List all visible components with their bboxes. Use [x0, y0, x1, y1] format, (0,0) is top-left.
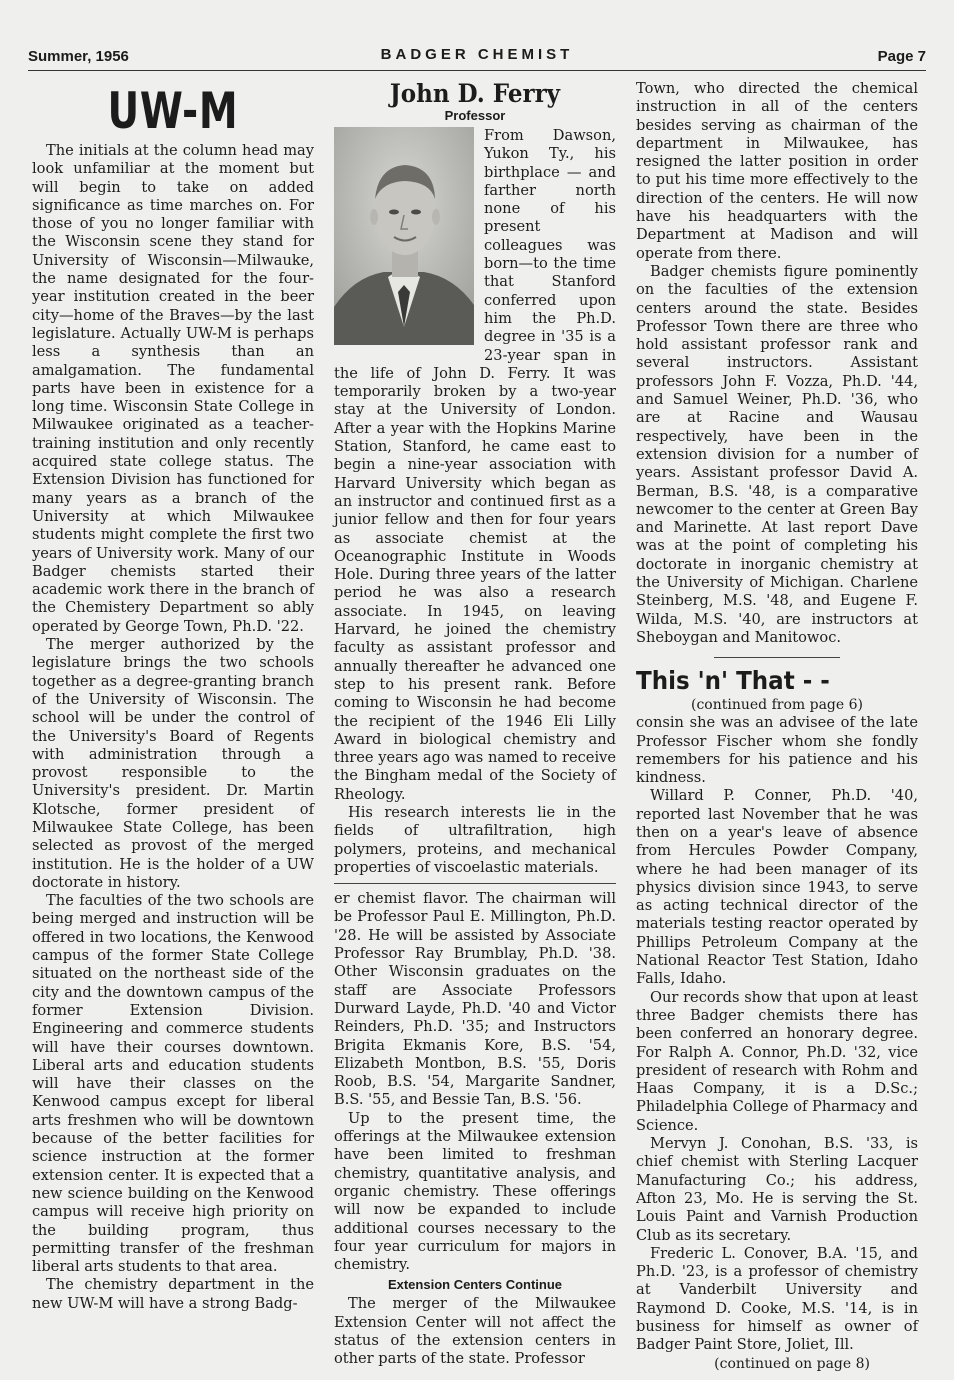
uwm-headline: UW-M: [107, 82, 239, 140]
column-ferry: [334, 80, 616, 1369]
article-divider: [334, 883, 616, 884]
running-header: [28, 44, 926, 68]
uwm-paragraph-3: The faculties of the two schools are being merged and instruction will be offered in two locations, the Kenwood campus of the former State College situated on the northeast side of the city and the downtown campus of the former Extension Division. Engineering and commerce students will have their courses downtown. Liberal arts and education students will have their classes on the Kenwood campus except for liberal arts freshmen who will be downtown because of the better facilities for science instruction at the former extension center. It is expected that a new science building on the Kenwood campus will receive high priority on the building program, thus permitting transfer of the freshman liberal arts students to that area.: [32, 892, 314, 1276]
uwm-cont-paragraph-3: The merger of the Milwaukee Extension Center will not affect the status of the extension centers in other parts of the state. Professor: [334, 1295, 616, 1368]
continued-on-note: (continued on page 8): [714, 1355, 870, 1372]
section-divider: [714, 657, 840, 658]
col3-paragraph-1: Town, who directed the chemical instruction in all of the centers besides serving as chairman of the department in Milwaukee, has resigned the latter position in order to put his time more effectively to the direction of the centers. He will now have his headquarters with the Department at Madison and will operate from there.: [636, 80, 918, 262]
ferry-subtitle: Professor: [444, 108, 506, 123]
tnt-paragraph-4: Mervyn J. Conohan, B.S. '33, is chief chemist with Sterling Lacquer Manufacturing Co.; his address, Afton 23, Mo. He is serving the St. Louis Paint and Varnish Production Club as its secretary.: [636, 1135, 918, 1244]
uwm-paragraph-1: The initials at the column head may look unfamiliar at the moment but will begin to take on added significance as time marches on. For those of you no longer familiar with the Wisconsin scene they stand for University of Wisconsin—Milwauke, the name designated for the four-year institution created in the beer city—home of the Braves—by the last legislature. Actually UW-M is perhaps less a synthesis than an amalgamation. The fundamental parts have been in existence for a long time. Wisconsin State College in Milwaukee originated as a teacher-training institution and only recently acquired state college status. The Extension Division has functioned for many years as a branch of the University at which Milwaukee students might complete the first two years of University work. Many of our Badger chemists started their academic work there in the branch of the Chemistery Department so ably operated by George Town, Ph.D. '22.: [32, 142, 314, 635]
header-rule: [28, 70, 926, 71]
uwm-paragraph-4: The chemistry department in the new UW-M will have a strong Badg-: [32, 1276, 314, 1312]
tnt-paragraph-3: Our records show that upon at least three Badger chemists there has been conferred an honorary degree. For Ralph A. Connor, Ph.D. '32, vice president of research with Rohm and Haas Company, it is a D.Sc.; Philadelphia College of Pharmacy and Science.: [636, 988, 918, 1134]
tnt-paragraph-2: Willard P. Conner, Ph.D. '40, reported last November that he was then on a year's leave of absence from Hercules Powder Company, where he had been manager of its physics division since 1943, to serve as acting technical director of the materials testing reactor operated by Phillips Petroleum Company at the National Reactor Test Station, Idaho Falls, Idaho.: [636, 787, 918, 988]
ferry-portrait-photo: [334, 127, 474, 345]
column-three: [636, 80, 918, 1373]
issue-date: Summer, 1956: [28, 48, 129, 65]
continued-from-note: (continued from page 6): [691, 697, 863, 714]
page-number: Page 7: [877, 48, 926, 65]
uwm-paragraph-2: The merger authorized by the legislature brings the two schools together as a degree-granting branch of the University of Wisconsin. The school will be under the control of the University's Board of Regents with administration through a provost responsible to the University's president. Dr. Martin Klotsche, former president of Milwaukee State College, has been selected as provost of the merged institution. He is the holder of a UW doctorate in history.: [32, 636, 314, 891]
uwm-cont-paragraph-2: Up to the present time, the offerings at the Milwaukee extension have been limited to freshman chemistry, quantitative analysis, and organic chemistry. These offerings will now be expanded to include additional courses necessary to the four year curriculum for majors in chemistry.: [334, 1109, 616, 1274]
extension-centers-subhead: Extension Centers Continue: [387, 1277, 563, 1293]
ferry-headline: John D. Ferry: [389, 79, 561, 108]
tnt-paragraph-1: consin she was an advisee of the late Professor Fischer whom she fondly remembers for his patience and his kindness.: [636, 714, 918, 787]
column-uwm: [32, 80, 314, 1313]
publication-title: BADGER CHEMIST: [380, 46, 574, 63]
ferry-paragraph-2: His research interests lie in the fields of ultrafiltration, high polymers, proteins, and mechanical properties of viscoelastic materials.: [334, 803, 616, 876]
this-n-that-headline: This 'n' That - -: [636, 666, 830, 696]
ferry-paragraph-1: From Dawson, Yukon Ty., his birthplace — and farther north none of his present colleagues was born—to the time that Stanford conferred upon him the Ph.D. degree in '35 is a 23-year span in the life of John D. Ferry. It was temporarily broken by a two-year stay at the University of London. After a year with the Hopkins Marine Station, Stanford, he came east to begin a nine-year association with Harvard University which began as an instructor and continued first as a junior fellow and then for four years as associate chemist at the Oceanographic Institute in Woods Hole. During three years of the latter period he was also a research associate. In 1945, on leaving Harvard, he joined the chemistry faculty as assistant professor and annually thereafter he advanced one step to his present rank. Before coming to Wisconsin he had become the recipient of the 1946 Eli Lilly Award in biological chemistry and three years ago was named to receive the Bingham medal of the Society of Rheology.: [334, 127, 616, 803]
ferry-article: [334, 127, 616, 877]
uwm-cont-paragraph-1: er chemist flavor. The chairman will be Professor Paul E. Millington, Ph.D. '28. He will be assisted by Associate Professor Ray Brumblay, Ph.D. '38. Other Wisconsin graduates on the staff are Associate Professors Durward Layde, Ph.D. '40 and Victor Reinders, Ph.D. '35; and Instructors Brigita Ekmanis Kore, B.S. '54, Elizabeth Montbon, B.S. '55, Doris Roob, B.S. '54, Margarite Sandner, B.S. '55, and Bessie Tan, B.S. '56.: [334, 890, 616, 1109]
col3-paragraph-2: Badger chemists figure pominently on the faculties of the extension centers around the state. Besides Professor Town there are three who hold assistant professor rank and several instructors. Assistant professors John F. Vozza, Ph.D. '44, and Samuel Weiner, Ph.D. '36, who are at Racine and Wausau respectively, have been in the extension division for a number of years. Assistant professor David A. Berman, B.S. '48, is a comparative newcomer to the center at Green Bay and Marinette. At last report Dave was at the point of completing his doctorate in inorganic chemistry at the University of Michigan. Charlene Steinberg, M.S. '48, and Eugene F. Wilda, M.S. '40, are instructors at Sheboygan and Manitowoc.: [636, 262, 918, 646]
tnt-paragraph-5: Frederic L. Conover, B.A. '15, and Ph.D. '23, is a professor of chemistry at Vanderbilt University and Raymond D. Cooke, M.S. '14, is in business for himself as owner of Badger Paint Store, Joliet, Ill.: [636, 1244, 918, 1354]
